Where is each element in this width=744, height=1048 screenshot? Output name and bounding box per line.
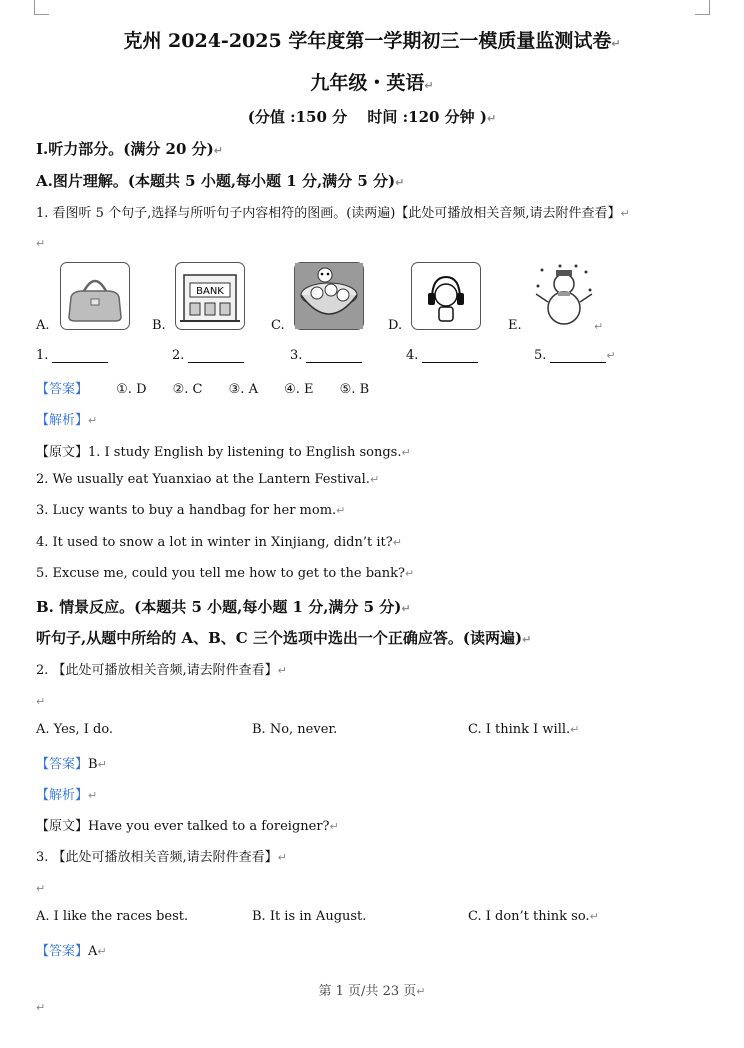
empty-paragraph: ↵ [36, 237, 46, 250]
transcript-line-2: 2. We usually eat Yuanxiao at the Lantern Festival.↵ [36, 472, 380, 487]
yuanxiao-bowl-picture [294, 262, 364, 330]
q2-transcript: 【原文】Have you ever talked to a foreigner?↵ [36, 819, 339, 834]
score-time: (分值 :150 分 时间 :120 分钟 )↵ [247, 108, 497, 126]
empty-paragraph: ↵ [36, 1001, 46, 1014]
snowman-picture [530, 262, 598, 328]
page-footer: 第 1 页/共 23 页↵ [318, 984, 426, 999]
partB-instruction: 听句子,从题中所给的 A、B、C 三个选项中选出一个正确应答。(读两遍)↵ [36, 629, 532, 647]
transcript-line-1: 【原文】1. I study English by listening to English songs.↵ [36, 445, 411, 460]
q2-answer: 【答案】B↵ [36, 757, 107, 772]
exam-title: 克州 2024-2025 学年度第一学期初三一模质量监测试卷↵ [123, 30, 621, 52]
q3-option-b: B. It is in August. [252, 909, 367, 924]
q2-option-a: A. Yes, I do. [36, 722, 114, 737]
q3-answer: 【答案】A↵ [36, 944, 107, 959]
q2-option-c: C. I think I will.↵ [468, 722, 580, 737]
corner-mark-right [695, 0, 710, 15]
answer-3: ③. A [228, 382, 258, 397]
answer-1: ①. D [116, 382, 147, 397]
q3-stem: 3. 【此处可播放相关音频,请去附件查看】↵ [36, 850, 287, 865]
answer-2: ②. C [172, 382, 203, 397]
empty-paragraph: ↵ [36, 882, 46, 895]
headphones-picture [411, 262, 481, 330]
q2-analysis-label: 【解析】↵ [36, 788, 98, 803]
q2-option-b: B. No, never. [252, 722, 338, 737]
blank-2: 2. [172, 348, 244, 363]
transcript-line-4: 4. It used to snow a lot in winter in Xinjiang, didn’t it?↵ [36, 535, 402, 550]
picture-letter-e: E. [508, 318, 522, 333]
picture-letter-b: B. [152, 318, 166, 333]
picture-letter-c: C. [271, 318, 285, 333]
partB-heading: B. 情景反应。(本题共 5 小题,每小题 1 分,满分 5 分)↵ [36, 598, 411, 616]
transcript-line-5: 5. Excuse me, could you tell me how to get to the bank?↵ [36, 566, 415, 581]
blank-1: 1. [36, 348, 108, 363]
q3-option-a: A. I like the races best. [36, 909, 189, 924]
picture-letter-d: D. [388, 318, 403, 333]
blank-5: 5. ↵ [534, 348, 616, 363]
answer-5: ⑤. B [339, 382, 370, 397]
svg-text:BANK: BANK [196, 286, 224, 297]
transcript-line-3: 3. Lucy wants to buy a handbag for her mom.↵ [36, 503, 346, 518]
partA-analysis-label: 【解析】↵ [36, 413, 98, 428]
corner-mark-left [34, 0, 49, 15]
exam-subtitle: 九年级・英语↵ [310, 72, 434, 94]
partA-heading: A.图片理解。(本题共 5 小题,每小题 1 分,满分 5 分)↵ [36, 172, 405, 190]
partA-answer-row: 【答案】 ①. D ②. C ③. A ④. E ⑤. B [36, 382, 370, 397]
section1-heading: Ⅰ.听力部分。(满分 20 分)↵ [36, 140, 223, 158]
bank-picture [175, 262, 245, 330]
answer-4: ④. E [284, 382, 314, 397]
partA-instruction: 1. 看图听 5 个句子,选择与所听句子内容相符的图画。(读两遍)【此处可播放相关音频,请去附件查看】↵ [36, 206, 630, 221]
q3-option-c: C. I don’t think so.↵ [468, 909, 599, 924]
picture-letter-a: A. [36, 318, 50, 333]
empty-paragraph: ↵ [36, 695, 46, 708]
handbag-picture [60, 262, 130, 330]
q2-stem: 2. 【此处可播放相关音频,请去附件查看】↵ [36, 663, 287, 678]
blank-4: 4. [406, 348, 478, 363]
blank-3: 3. [290, 348, 362, 363]
